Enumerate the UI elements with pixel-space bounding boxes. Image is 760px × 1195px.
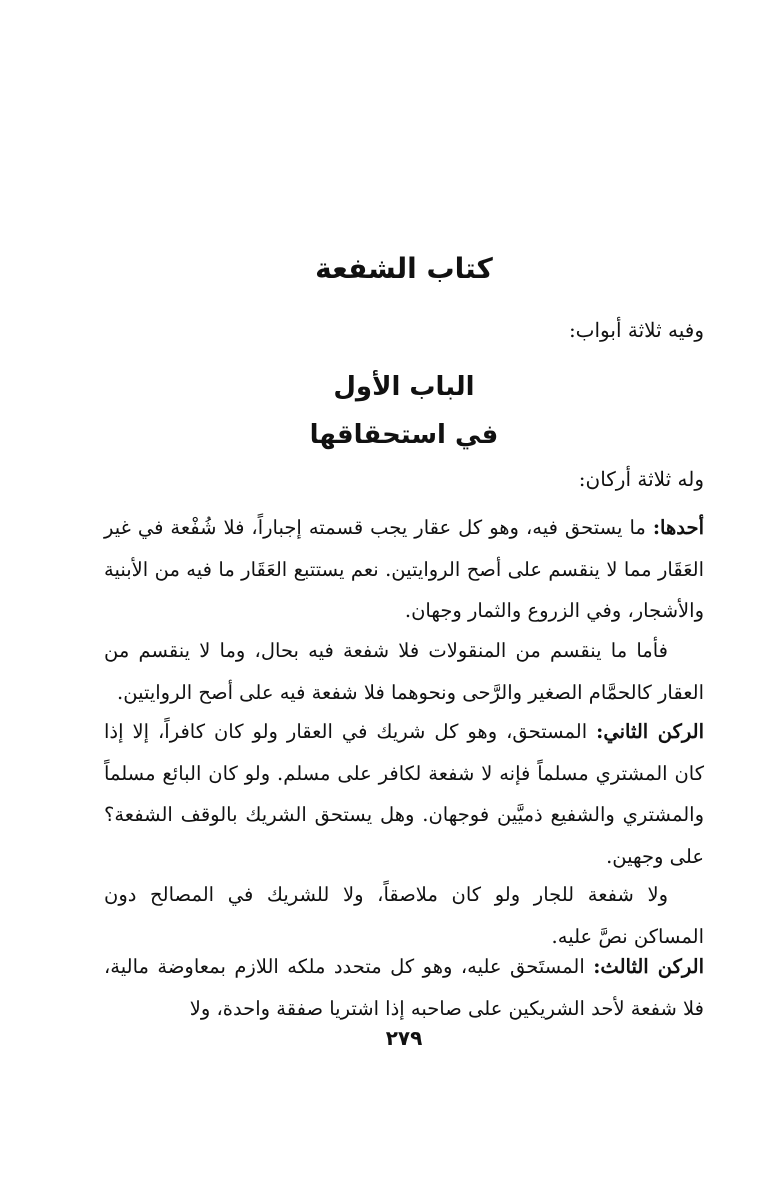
chapter-title: الباب الأول — [333, 372, 475, 402]
book-title: كتاب الشفعة — [315, 252, 493, 285]
intro-line: وفيه ثلاثة أبواب: — [568, 318, 704, 342]
paragraph-second-pillar — [104, 711, 704, 877]
pillars-intro-line: وله ثلاثة أركان: — [578, 467, 704, 491]
paragraph-text: ما يستحق فيه، وهو كل عقار يجب قسمته إجباراً، فلا شُفْعة في غير العَقَار مما لا ينقسم على أصح الروايتين. نعم يستتبع العَقَار ما فيه من الأبنية والأشجار، وفي الزروع والثمار وجهان. — [104, 516, 704, 622]
paragraph-text: المستحق، وهو كل شريك في العقار ولو كان كافراً، إلا إذا كان المشتري مسلماً فإنه لا شفعة لكافر على مسلم. ولو كان البائع مسلماً والمشتري والشفيع ذميَّين فوجهان. وهل يستحق الشريك بالوقف الشفعة؟ على وجهين. — [104, 720, 704, 868]
paragraph-lead: الركن الثاني: — [596, 720, 704, 743]
paragraph-movables — [104, 630, 704, 713]
paragraph-text: فأما ما ينقسم من المنقولات فلا شفعة فيه بحال، وما لا ينقسم من العقار كالحمَّام الصغير والرَّحى ونحوهما فلا شفعة فيه على أصح الروايتين. — [104, 639, 704, 704]
chapter-subtitle: في استحقاقها — [309, 420, 499, 450]
paragraph-first-pillar — [104, 507, 704, 632]
paragraph-lead: أحدها: — [652, 516, 704, 539]
document-page — [104, 0, 704, 1195]
page-number: ٢٧٩ — [385, 1026, 423, 1050]
paragraph-neighbor — [104, 874, 704, 957]
paragraph-lead: الركن الثالث: — [593, 955, 704, 978]
paragraph-third-pillar — [104, 946, 704, 1029]
paragraph-text: المستَحق عليه، وهو كل متحدد ملكه اللازم بمعاوضة مالية، فلا شفعة لأحد الشريكين على صاحبه إذا اشتريا صفقة واحدة، ولا — [104, 955, 704, 1020]
paragraph-text: ولا شفعة للجار ولو كان ملاصقاً، ولا للشريك في المصالح دون المساكن نصَّ عليه. — [104, 883, 704, 948]
